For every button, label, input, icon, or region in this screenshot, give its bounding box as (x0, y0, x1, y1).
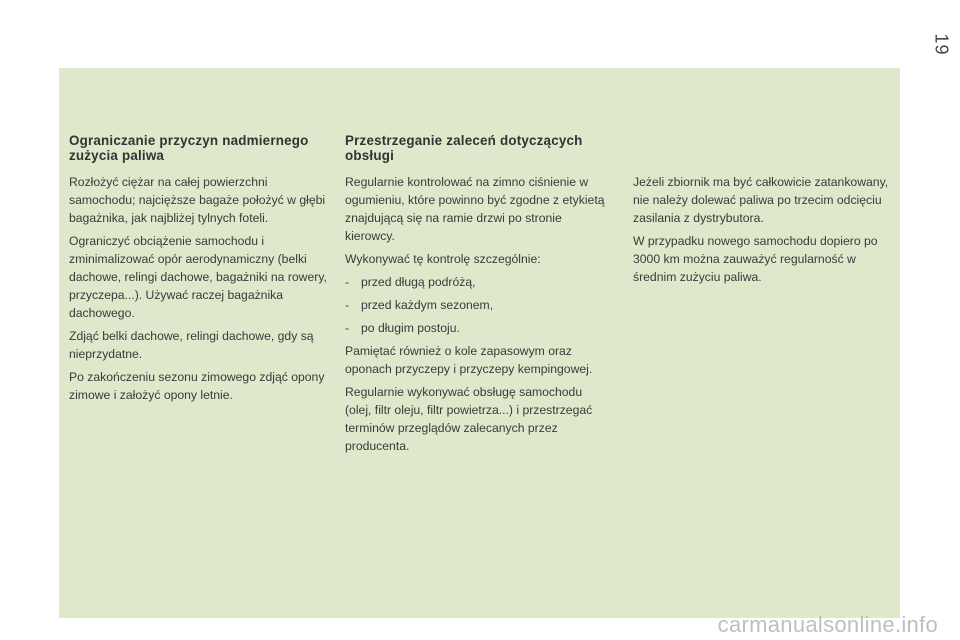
paragraph: Po zakończeniu sezonu zimowego zdjąć opony zimowe i założyć opony letnie. (69, 370, 325, 402)
paragraph: Regularnie wykonywać obsługę samochodu (olej, filtr oleju, filtr powietrza...) i przestrzegać terminów przeglądów zalecanych przez producenta. (345, 385, 593, 453)
paragraph: Pamiętać również o kole zapasowym oraz oponach przyczepy i przyczepy kempingowej. (345, 344, 593, 376)
list-item-text: po długim postoju. (361, 321, 460, 335)
paragraph: Jeżeli zbiornik ma być całkowicie zatankowany, nie należy dolewać paliwa po trzecim odcięciu zasilania z dystrybutora. (633, 175, 889, 225)
paragraph: Zdjąć belki dachowe, relingi dachowe, gdy są nieprzydatne. (69, 329, 314, 361)
paragraph: Rozłożyć ciężar na całej powierzchni samochodu; najcięższe bagaże położyć w głębi bagażnika, jak najbliżej tylnych foteli. (69, 175, 326, 225)
list-item (345, 319, 610, 337)
column-refuelling (633, 173, 893, 291)
list-item (345, 296, 610, 314)
paragraph: Ograniczyć obciążenie samochodu i zminimalizować opór aerodynamiczny (belki dachowe, relingi dachowe, bagażniki na rowery, przyczepa...). Używać raczej bagażnika dachowego. (69, 234, 327, 320)
list-item-text: przed długą podróżą, (361, 275, 476, 289)
list-lead: Wykonywać tę kontrolę szczególnie: (345, 252, 541, 266)
dash-bullet: - (345, 275, 350, 289)
column-maintenance (345, 133, 610, 460)
page-number: 19 (931, 33, 952, 56)
list-item-text: przed każdym sezonem, (361, 298, 494, 312)
dash-bullet: - (345, 321, 350, 335)
paragraph: W przypadku nowego samochodu dopiero po 3000 km można zauważyć regularność w średnim zużyciu paliwa. (633, 234, 878, 284)
section-heading: Przestrzeganie zaleceń dotyczących obsługi (345, 133, 583, 163)
list-item (345, 273, 610, 291)
paragraph: Regularnie kontrolować na zimno ciśnienie w ogumieniu, które powinno być zgodne z etykietą znajdującą się na ramie drzwi po stronie kierowcy. (345, 175, 605, 243)
dash-bullet: - (345, 298, 350, 312)
column-fuel-consumption (69, 133, 327, 409)
section-heading: Ograniczanie przyczyn nadmiernego zużycia paliwa (69, 133, 309, 163)
watermark: carmanualsonline.info (717, 612, 938, 637)
